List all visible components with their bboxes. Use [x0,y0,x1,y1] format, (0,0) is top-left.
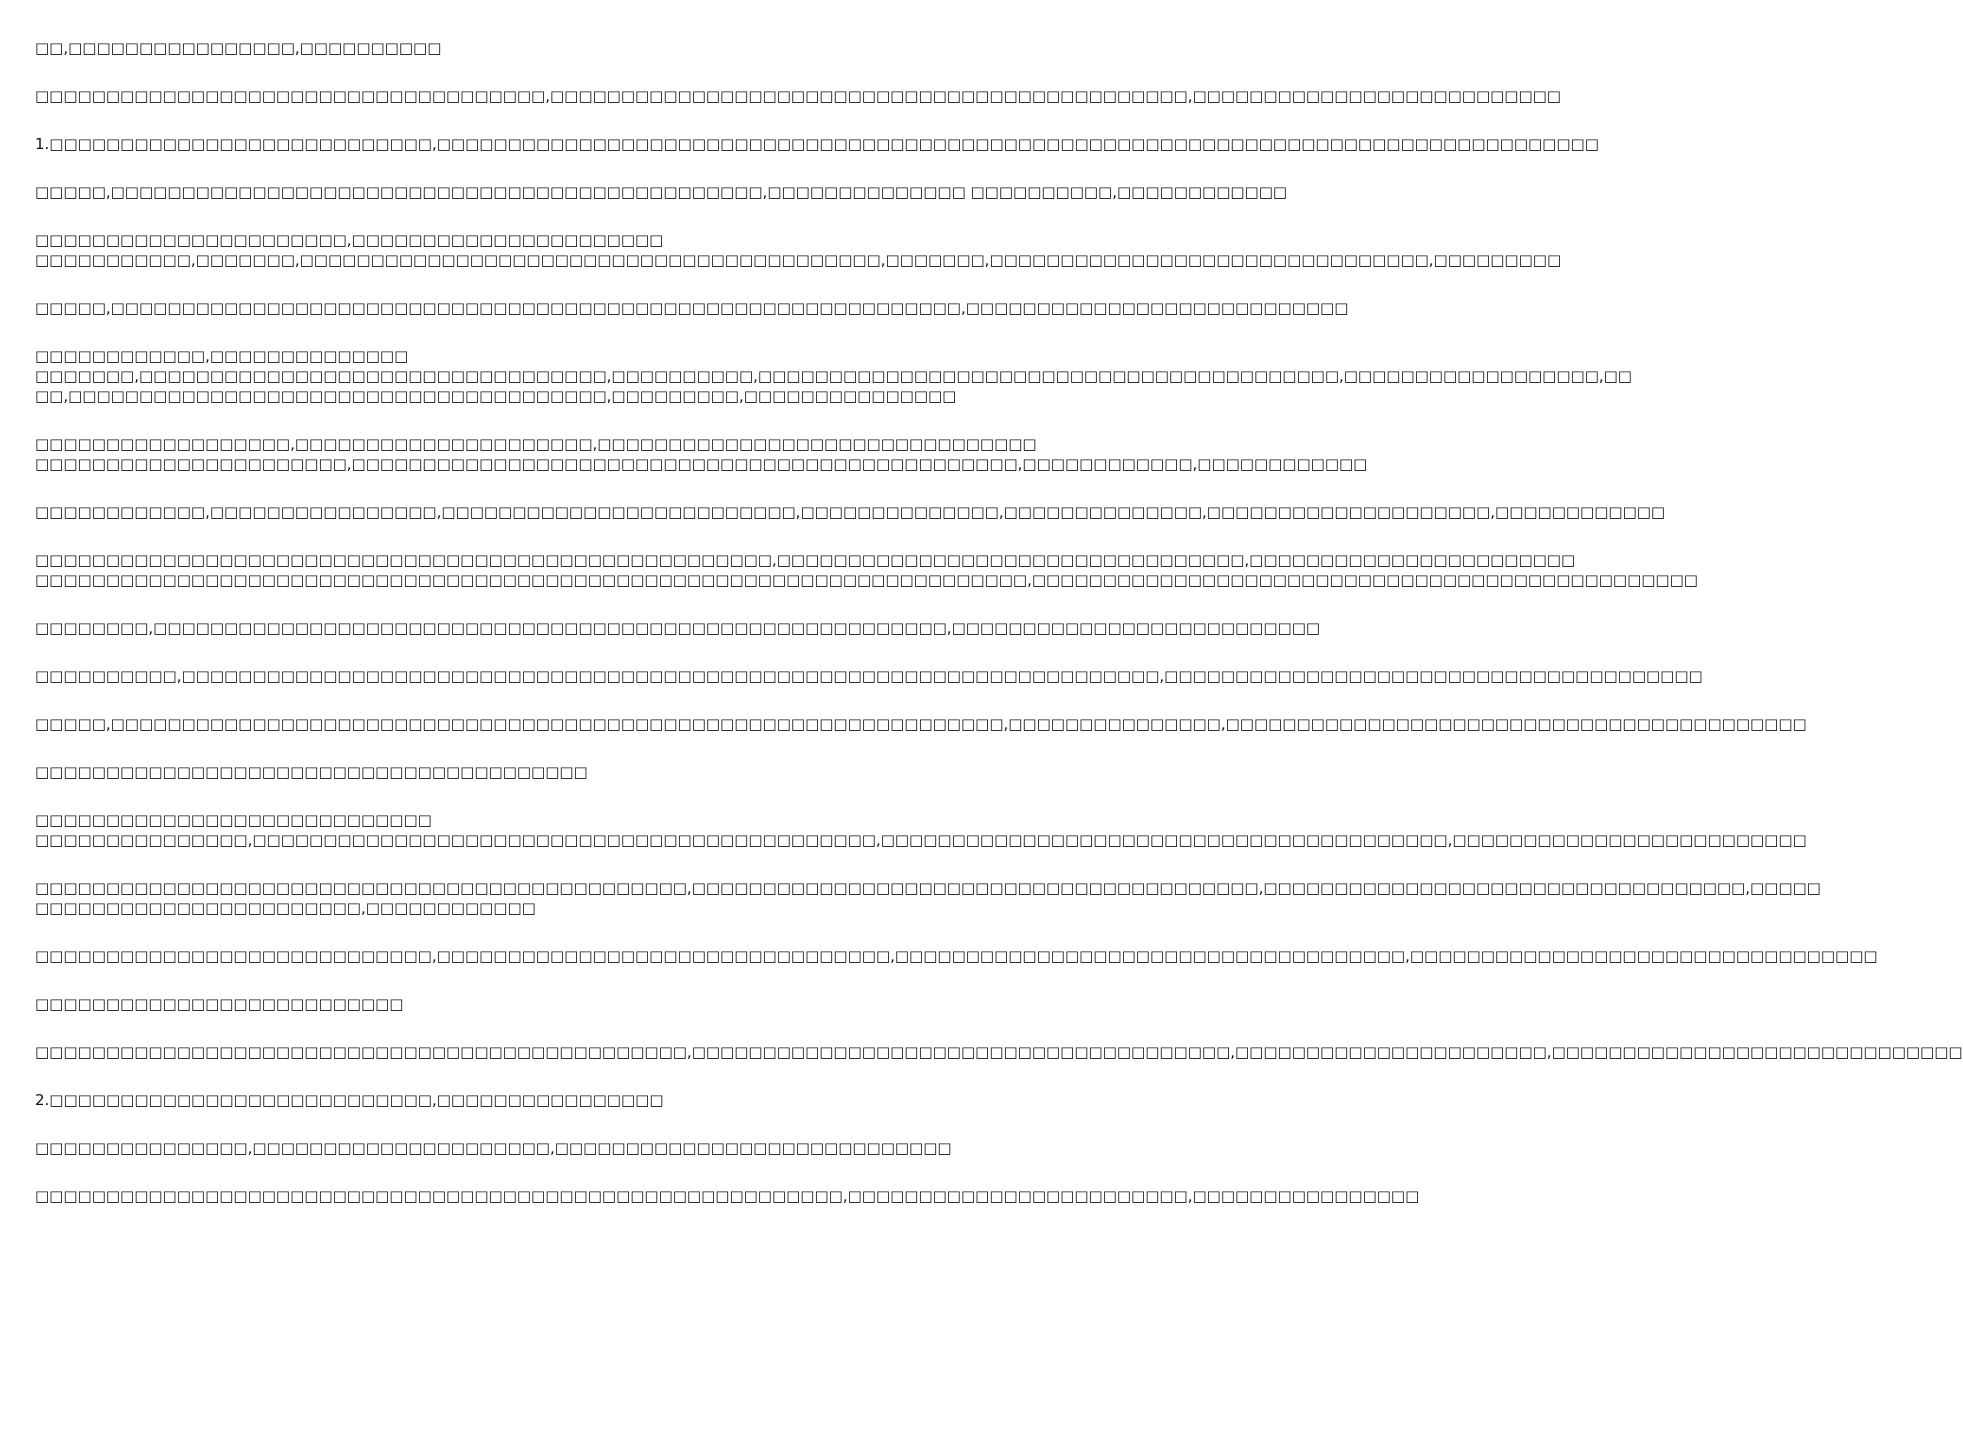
paragraph [35,878,1821,918]
paragraph-line: □□□□□□□□,□□□□□□□□□□□□□□□□□□□□□□□□□□□□□□□□□□□□□□□□□□□□□□□□□□□□□□□□,□□□□□□□□□□□□□□□□□□□□□□□□□□ [35,619,1321,637]
paragraph [35,666,1703,686]
paragraph-line: □□□□□□□□□□□□□□□□□□□□□□□□□□□□□□□□□□□□□□□□□□□□□□□□□□□□□□□□□□□□□□□□□□□□□□,□□□□□□□□□□□□□□□□□□□□□□□□□□□□□□□□□□□□□□□□□□□□□□□ [35,571,1698,589]
paragraph [35,298,1349,318]
paragraph-line: □□□□□□□□□□□□□□□□□□□□□□□□□□ [35,995,404,1013]
paragraph-line: □□□□□□□□□□□□,□□□□□□□□□□□□□□□□,□□□□□□□□□□□□□□□□□□□□□□□□□,□□□□□□□□□□□□□□,□□□□□□□□□□□□□□,□□□□□□□□□□□□□□□□□□□□,□□□□□□□□□□□□ [35,503,1666,521]
paragraph-line: □□,□□□□□□□□□□□□□□□□□□□□□□□□□□□□□□□□□□□□□□,□□□□□□□□□,□□□□□□□□□□□□□□□ [35,387,957,405]
paragraph-line: □□□□□,□□□□□□□□□□□□□□□□□□□□□□□□□□□□□□□□□□□□□□□□□□□□□□,□□□□□□□□□□□□□□ □□□□□□□□□□,□□□□□□□□□□□□ [35,183,1288,201]
paragraph-line: □□□□□□□□□□□□□□□□□□□□□□□□□□□□,□□□□□□□□□□□□□□□□□□□□□□□□□□□□□□□□,□□□□□□□□□□□□□□□□□□□□□□□□□□□□□□□□□□□□,□□□□□□□□□□□□□□□□□□□□□□□□□□□□□□□□□ [35,947,1878,965]
paragraph-line: □□□□□□□□□□□□□□□,□□□□□□□□□□□□□□□□□□□□□□□□□□□□□□□□□□□□□□□□□□□□,□□□□□□□□□□□□□□□□□□□□□□□□□□□□□□□□□□□□□□□□,□□□□□□□□□□□□□□□□□□□□□□□□□ [35,831,1807,849]
paragraph-line: □□□□□□□□□□□□,□□□□□□□□□□□□□□ [35,347,409,365]
paragraph [35,134,1599,154]
paragraph-line: □□□□□□□□□□□□□□□□□□□□□□,□□□□□□□□□□□□□□□□□□□□□□□□□□□□□□□□□□□□□□□□□□□□□□□,□□□□□□□□□□□□,□□□□□□□□□□□□ [35,455,1368,473]
paragraph [35,1090,989,1110]
paragraph-line: □□□□□□□□□□,□□□□□□□□□□□□□□□□□□□□□□□□□□□□□□□□□□□□□□□□□□□□□□□□□□□□□□□□□□□□□□□□□□□□□,□□□□□□□□□□□□□□□□□□□□□□□□□□□□□□□□□□□□□□ [35,667,1703,685]
paragraph [35,502,1666,522]
paragraph-line: □□□□□,□□□□□□□□□□□□□□□□□□□□□□□□□□□□□□□□□□□□□□□□□□□□□□□□□□□□□□□□□□□□,□□□□□□□□□□□□□□□□□□□□□□□□□□□ [35,299,1349,317]
paragraph [35,230,1562,270]
paragraph [35,182,1288,202]
paragraph [35,618,1321,638]
paragraph-line: □□□□□□□□□□□□□□□□□□□□□□□□□□□□□□□□□□□□□□□□□□□□□□□□□□□□□□□□□,□□□□□□□□□□□□□□□□□□□□□□□□,□□□□□□□□□□□□□□□□ [35,1187,1420,1205]
paragraph [35,550,1698,590]
paragraph-line: 2.□□□□□□□□□□□□□□□□□□□□□□□□□□□,□□□□□□□□□□□□□□□□ [35,1091,664,1109]
paragraph-line: □□□□□□□□□□□□□□□□□□□□□□□□□□□□□□□□□□□□,□□□□□□□□□□□□□□□□□□□□□□□□□□□□□□□□□□□□□□□□□□□□□,□□□□□□□□□□□□□□□□□□□□□□□□□□ [35,87,1561,105]
paragraph [35,346,1632,406]
paragraph-line: □□,□□□□□□□□□□□□□□□□,□□□□□□□□□□ [35,39,442,57]
paragraph [35,86,1561,106]
paragraph-line: □□□□□□□□□□□□□□□□□□□□□□□□□□□□□□□□□□□□□□□□□□□□□□,□□□□□□□□□□□□□□□□□□□□□□□□□□□□□□□□□□□□□□,□□□□□□□□□□□□□□□□□□□□□□,□□□□□□□□□□□□□□□□□□□□□□□□□□□□□ [35,1043,1963,1061]
paragraph-line: □□□□□□□□□□□□□□□,□□□□□□□□□□□□□□□□□□□□□,□□□□□□□□□□□□□□□□□□□□□□□□□□□□ [35,1139,952,1157]
paragraph-line: □□□□□□□,□□□□□□□□□□□□□□□□□□□□□□□□□□□□□□□□□,□□□□□□□□□□,□□□□□□□□□□□□□□□□□□□□□□□□□□□□□□□□□□□□□□□□□,□□□□□□□□□□□□□□□□□□,□□ [35,367,1632,385]
paragraph [35,994,989,1014]
paragraph-line: 1.□□□□□□□□□□□□□□□□□□□□□□□□□□□,□□□□□□□□□□□□□□□□□□□□□□□□□□□□□□□□□□□□□□□□□□□□□□□□□□□□□□□□□□□□□□□□□□□□□□□□□□□□□□□□□□ [35,135,1599,153]
paragraph [35,1186,1420,1206]
paragraph [35,810,1807,850]
paragraph-line: □□□□□□□□□□□,□□□□□□□,□□□□□□□□□□□□□□□□□□□□□□□□□□□□□□□□□□□□□□□□□,□□□□□□□,□□□□□□□□□□□□□□□□□□□□□□□□□□□□□□□,□□□□□□□□□ [35,251,1562,269]
document-body [35,38,1963,1234]
paragraph-line: □□□□□□□□□□□□□□□□□□□□□□□□□□□□□□□□□□□□□□□ [35,763,588,781]
paragraph [35,714,1807,734]
paragraph-line: □□□□□□□□□□□□□□□□□□,□□□□□□□□□□□□□□□□□□□□□,□□□□□□□□□□□□□□□□□□□□□□□□□□□□□□□ [35,435,1037,453]
paragraph [35,762,989,782]
paragraph [35,946,1878,966]
paragraph [35,1042,1963,1062]
paragraph-line: □□□□□□□□□□□□□□□□□□□□□□□□□□□□□□□□□□□□□□□□□□□□□□□□□□□□,□□□□□□□□□□□□□□□□□□□□□□□□□□□□□□□□□,□□□□□□□□□□□□□□□□□□□□□□□ [35,551,1576,569]
paragraph [35,38,989,58]
paragraph-line: □□□□□□□□□□□□□□□□□□□□□□□□□□□□ [35,811,432,829]
paragraph-line: □□□□□,□□□□□□□□□□□□□□□□□□□□□□□□□□□□□□□□□□□□□□□□□□□□□□□□□□□□□□□□□□□□□□□,□□□□□□□□□□□□□□□,□□□□□□□□□□□□□□□□□□□□□□□□□□□□□□□□□□□□□□□□□ [35,715,1807,733]
paragraph [35,1138,989,1158]
paragraph-line: □□□□□□□□□□□□□□□□□□□□□□□,□□□□□□□□□□□□ [35,899,536,917]
paragraph-line: □□□□□□□□□□□□□□□□□□□□□□,□□□□□□□□□□□□□□□□□□□□□□ [35,231,664,249]
paragraph-line: □□□□□□□□□□□□□□□□□□□□□□□□□□□□□□□□□□□□□□□□□□□□□□,□□□□□□□□□□□□□□□□□□□□□□□□□□□□□□□□□□□□□□□□,□□□□□□□□□□□□□□□□□□□□□□□□□□□□□□□□□□,□□□□□ [35,879,1821,897]
paragraph [35,434,1368,474]
